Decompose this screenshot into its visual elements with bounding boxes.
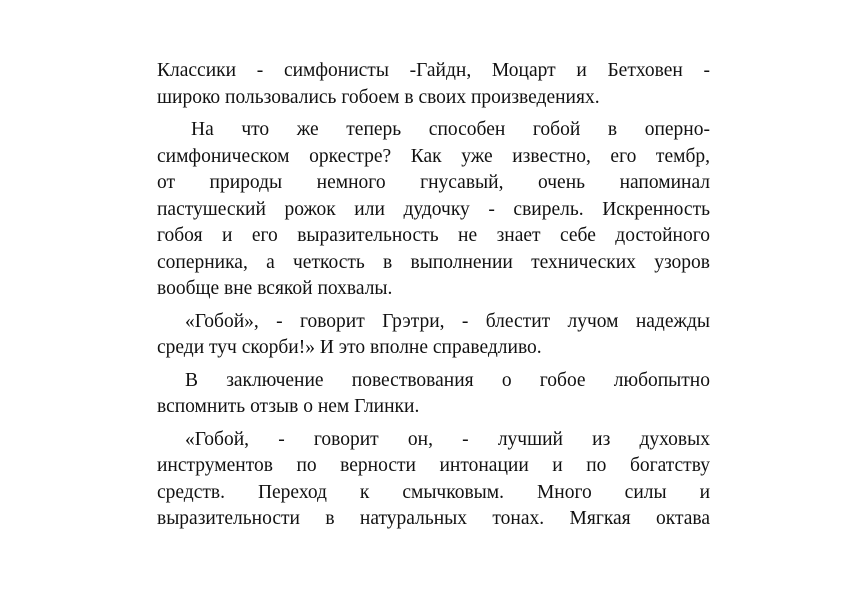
text-line: «Гобой», - говорит Грэтри, - блестит лучом надежды [185,310,710,332]
paragraph-glinka-intro [157,368,710,421]
paragraph-oboe-capabilities [157,117,710,303]
text-line: вообще вне всякой похвалы. [157,278,393,299]
paragraph-classics [157,58,710,111]
text-line: На что же теперь способен гобой в оперно- [191,119,710,140]
text-line: соперника, а четкость в выполнении технических узоров [157,251,710,273]
text-line: вспомнить отзыв о нем Глинки. [157,396,420,417]
document-body [157,58,710,533]
text-line: В заключение повествования о гобое любопытно [185,369,710,391]
text-line: от природы немного гнусавый, очень напоминал [157,172,710,193]
paragraph-glinka-quote [157,427,710,533]
text-line: выразительности в натуральных тонах. Мягкая октава [157,508,710,529]
text-line: симфоническом оркестре? Как уже известно, его тембр, [157,145,710,167]
text-line: Классики - симфонисты -Гайдн, Моцарт и Бетховен - [157,60,710,81]
text-line: пастушеский рожок или дудочку - свирель. Искренность [157,198,710,220]
text-line: гобоя и его выразительность не знает себе достойного [157,225,710,246]
paragraph-gretry-quote [157,309,710,362]
text-line: широко пользовались гобоем в своих произведениях. [157,86,600,108]
text-line: средств. Переход к смычковым. Много силы и [157,481,710,503]
text-line: «Гобой, - говорит он, - лучший из духовых [185,428,710,450]
text-line: инструментов по верности интонации и по богатству [157,455,710,476]
text-line: среди туч скорби!» И это вполне справедливо. [157,337,542,358]
